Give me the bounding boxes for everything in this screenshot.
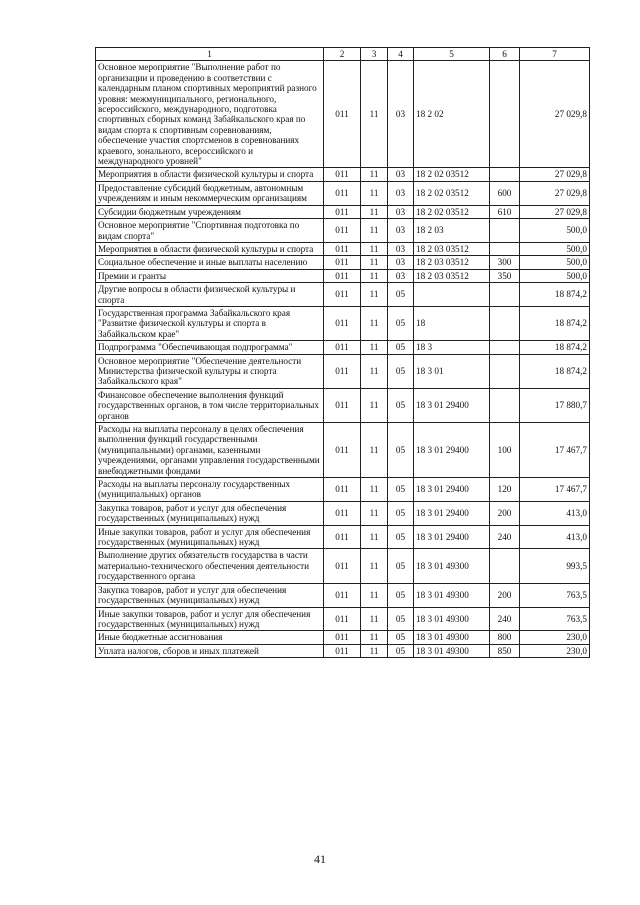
- header-cell: 7: [520, 48, 590, 61]
- amount-cell: 18 874,2: [520, 354, 590, 388]
- section-code-cell: 11: [361, 341, 388, 354]
- row-name-cell: Основное мероприятие "Спортивная подготовка по видам спорта": [96, 219, 324, 243]
- section-code-cell: 11: [361, 242, 388, 255]
- amount-cell: 993,5: [520, 549, 590, 583]
- expense-type-cell: 200: [490, 501, 520, 525]
- table-row: [96, 583, 590, 607]
- table-row: [96, 423, 590, 478]
- row-name-cell: Субсидии бюджетным учреждениям: [96, 205, 324, 218]
- budget-table: [95, 47, 590, 658]
- target-article-cell: 18 3 01 29400: [414, 478, 490, 502]
- row-name-cell: Закупка товаров, работ и услуг для обеспечения государственных (муниципальных) нужд: [96, 501, 324, 525]
- section-code-cell: 11: [361, 61, 388, 168]
- target-article-cell: 18 3 01 49300: [414, 607, 490, 631]
- table-row: [96, 306, 590, 340]
- expense-type-cell: [490, 306, 520, 340]
- table-row: [96, 607, 590, 631]
- amount-cell: 27 029,8: [520, 181, 590, 205]
- ministry-code-cell: 011: [324, 501, 361, 525]
- amount-cell: 413,0: [520, 501, 590, 525]
- target-article-cell: 18 2 03 03512: [414, 242, 490, 255]
- ministry-code-cell: 011: [324, 478, 361, 502]
- section-code-cell: 11: [361, 306, 388, 340]
- expense-type-cell: 350: [490, 269, 520, 282]
- row-name-cell: Другие вопросы в области физической культуры и спорта: [96, 283, 324, 307]
- row-name-cell: Основное мероприятие "Обеспечение деятельности Министерства физической культуры и спорта Забайкальского края": [96, 354, 324, 388]
- table-row: [96, 219, 590, 243]
- table-row: [96, 644, 590, 657]
- ministry-code-cell: 011: [324, 583, 361, 607]
- subsection-code-cell: 05: [388, 283, 414, 307]
- amount-cell: 27 029,8: [520, 168, 590, 181]
- subsection-code-cell: 05: [388, 631, 414, 644]
- ministry-code-cell: 011: [324, 644, 361, 657]
- row-name-cell: Мероприятия в области физической культуры и спорта: [96, 242, 324, 255]
- table-row: [96, 61, 590, 168]
- ministry-code-cell: 011: [324, 354, 361, 388]
- expense-type-cell: 610: [490, 205, 520, 218]
- amount-cell: 18 874,2: [520, 341, 590, 354]
- table-row: [96, 256, 590, 269]
- expense-type-cell: [490, 242, 520, 255]
- expense-type-cell: 240: [490, 607, 520, 631]
- subsection-code-cell: 05: [388, 388, 414, 422]
- ministry-code-cell: 011: [324, 388, 361, 422]
- target-article-cell: 18 3 01 29400: [414, 388, 490, 422]
- row-name-cell: Подпрограмма "Обеспечивающая подпрограмма": [96, 341, 324, 354]
- amount-cell: 500,0: [520, 242, 590, 255]
- subsection-code-cell: 05: [388, 583, 414, 607]
- expense-type-cell: [490, 388, 520, 422]
- ministry-code-cell: 011: [324, 181, 361, 205]
- subsection-code-cell: 03: [388, 61, 414, 168]
- table-row: [96, 205, 590, 218]
- ministry-code-cell: 011: [324, 242, 361, 255]
- target-article-cell: 18 3 01 49300: [414, 644, 490, 657]
- table-row: [96, 388, 590, 422]
- row-name-cell: Социальное обеспечение и иные выплаты населению: [96, 256, 324, 269]
- subsection-code-cell: 03: [388, 205, 414, 218]
- section-code-cell: 11: [361, 423, 388, 478]
- table-row: [96, 283, 590, 307]
- amount-cell: 27 029,8: [520, 61, 590, 168]
- table-row: [96, 501, 590, 525]
- target-article-cell: 18 2 03 03512: [414, 269, 490, 282]
- subsection-code-cell: 05: [388, 549, 414, 583]
- row-name-cell: Иные бюджетные ассигнования: [96, 631, 324, 644]
- row-name-cell: Мероприятия в области физической культуры и спорта: [96, 168, 324, 181]
- table-row: [96, 181, 590, 205]
- subsection-code-cell: 05: [388, 423, 414, 478]
- subsection-code-cell: 03: [388, 269, 414, 282]
- expense-type-cell: 100: [490, 423, 520, 478]
- expense-type-cell: [490, 354, 520, 388]
- amount-cell: 230,0: [520, 644, 590, 657]
- amount-cell: 18 874,2: [520, 283, 590, 307]
- expense-type-cell: 600: [490, 181, 520, 205]
- expense-type-cell: 300: [490, 256, 520, 269]
- target-article-cell: 18 2 03 03512: [414, 256, 490, 269]
- amount-cell: 230,0: [520, 631, 590, 644]
- amount-cell: 763,5: [520, 607, 590, 631]
- ministry-code-cell: 011: [324, 631, 361, 644]
- ministry-code-cell: 011: [324, 549, 361, 583]
- subsection-code-cell: 05: [388, 607, 414, 631]
- subsection-code-cell: 03: [388, 168, 414, 181]
- row-name-cell: Предоставление субсидий бюджетным, автономным учреждениям и иным некоммерческим организациям: [96, 181, 324, 205]
- section-code-cell: 11: [361, 168, 388, 181]
- row-name-cell: Закупка товаров, работ и услуг для обеспечения государственных (муниципальных) нужд: [96, 583, 324, 607]
- ministry-code-cell: 011: [324, 283, 361, 307]
- table-row: [96, 631, 590, 644]
- target-article-cell: [414, 283, 490, 307]
- table-body: [96, 61, 590, 658]
- subsection-code-cell: 05: [388, 644, 414, 657]
- section-code-cell: 11: [361, 549, 388, 583]
- target-article-cell: 18 3 01 29400: [414, 501, 490, 525]
- subsection-code-cell: 05: [388, 525, 414, 549]
- ministry-code-cell: 011: [324, 61, 361, 168]
- amount-cell: 500,0: [520, 219, 590, 243]
- ministry-code-cell: 011: [324, 269, 361, 282]
- expense-type-cell: 850: [490, 644, 520, 657]
- section-code-cell: 11: [361, 269, 388, 282]
- ministry-code-cell: 011: [324, 205, 361, 218]
- target-article-cell: 18 2 02 03512: [414, 168, 490, 181]
- row-name-cell: Государственная программа Забайкальского края "Развитие физической культуры и спорта в Забайкальском крае": [96, 306, 324, 340]
- row-name-cell: Выполнение других обязательств государства в части материально-технического обеспечения деятельности государственного органа: [96, 549, 324, 583]
- table-row: [96, 478, 590, 502]
- section-code-cell: 11: [361, 631, 388, 644]
- row-name-cell: Основное мероприятие "Выполнение работ по организации и проведению в соответствии с календарным планом спортивных мероприятий разного уровня: межмуниципального, регионального, всероссийского, международного, подготовка спортивных сборных команд Забайкальского края по видам спорта к спортивным соревнованиям, обеспечение участия спортсменов в соревнованиях краевого, зонального, всероссийского и международного уровней": [96, 61, 324, 168]
- amount-cell: 413,0: [520, 525, 590, 549]
- amount-cell: 500,0: [520, 256, 590, 269]
- section-code-cell: 11: [361, 525, 388, 549]
- table-row: [96, 242, 590, 255]
- header-cell: 6: [490, 48, 520, 61]
- subsection-code-cell: 05: [388, 341, 414, 354]
- table-row: [96, 354, 590, 388]
- ministry-code-cell: 011: [324, 341, 361, 354]
- row-name-cell: Расходы на выплаты персоналу в целях обеспечения выполнения функций государственными (муниципальными) органами, казенными учреждениями, органами управления государственными внебюджетными фондами: [96, 423, 324, 478]
- subsection-code-cell: 03: [388, 181, 414, 205]
- section-code-cell: 11: [361, 354, 388, 388]
- header-cell: 2: [324, 48, 361, 61]
- header-cell: 1: [96, 48, 324, 61]
- target-article-cell: 18 3: [414, 341, 490, 354]
- ministry-code-cell: 011: [324, 256, 361, 269]
- section-code-cell: 11: [361, 501, 388, 525]
- ministry-code-cell: 011: [324, 607, 361, 631]
- section-code-cell: 11: [361, 256, 388, 269]
- ministry-code-cell: 011: [324, 219, 361, 243]
- amount-cell: 500,0: [520, 269, 590, 282]
- expense-type-cell: [490, 219, 520, 243]
- amount-cell: 18 874,2: [520, 306, 590, 340]
- table-row: [96, 168, 590, 181]
- target-article-cell: 18 2 02 03512: [414, 205, 490, 218]
- table-row: [96, 269, 590, 282]
- expense-type-cell: 240: [490, 525, 520, 549]
- row-name-cell: Иные закупки товаров, работ и услуг для обеспечения государственных (муниципальных) нужд: [96, 525, 324, 549]
- ministry-code-cell: 011: [324, 423, 361, 478]
- section-code-cell: 11: [361, 583, 388, 607]
- expense-type-cell: [490, 168, 520, 181]
- row-name-cell: Расходы на выплаты персоналу государственных (муниципальных) органов: [96, 478, 324, 502]
- subsection-code-cell: 03: [388, 219, 414, 243]
- subsection-code-cell: 05: [388, 478, 414, 502]
- table-row: [96, 549, 590, 583]
- amount-cell: 17 880,7: [520, 388, 590, 422]
- section-code-cell: 11: [361, 283, 388, 307]
- target-article-cell: 18 2 03: [414, 219, 490, 243]
- subsection-code-cell: 03: [388, 256, 414, 269]
- section-code-cell: 11: [361, 607, 388, 631]
- header-cell: 4: [388, 48, 414, 61]
- target-article-cell: 18 3 01 29400: [414, 423, 490, 478]
- expense-type-cell: [490, 549, 520, 583]
- expense-type-cell: 800: [490, 631, 520, 644]
- subsection-code-cell: 03: [388, 242, 414, 255]
- section-code-cell: 11: [361, 644, 388, 657]
- target-article-cell: 18 3 01: [414, 354, 490, 388]
- target-article-cell: 18 3 01 49300: [414, 583, 490, 607]
- table-row: [96, 525, 590, 549]
- row-name-cell: Премии и гранты: [96, 269, 324, 282]
- subsection-code-cell: 05: [388, 306, 414, 340]
- target-article-cell: 18 3 01 29400: [414, 525, 490, 549]
- amount-cell: 27 029,8: [520, 205, 590, 218]
- subsection-code-cell: 05: [388, 354, 414, 388]
- section-code-cell: 11: [361, 205, 388, 218]
- ministry-code-cell: 011: [324, 525, 361, 549]
- target-article-cell: 18 3 01 49300: [414, 631, 490, 644]
- amount-cell: 17 467,7: [520, 423, 590, 478]
- subsection-code-cell: 05: [388, 501, 414, 525]
- expense-type-cell: [490, 283, 520, 307]
- amount-cell: 763,5: [520, 583, 590, 607]
- section-code-cell: 11: [361, 388, 388, 422]
- section-code-cell: 11: [361, 219, 388, 243]
- header-cell: 5: [414, 48, 490, 61]
- page-number: 41: [314, 852, 326, 866]
- expense-type-cell: [490, 341, 520, 354]
- ministry-code-cell: 011: [324, 306, 361, 340]
- expense-type-cell: 200: [490, 583, 520, 607]
- target-article-cell: 18 2 02 03512: [414, 181, 490, 205]
- target-article-cell: 18 3 01 49300: [414, 549, 490, 583]
- target-article-cell: 18: [414, 306, 490, 340]
- amount-cell: 17 467,7: [520, 478, 590, 502]
- expense-type-cell: 120: [490, 478, 520, 502]
- ministry-code-cell: 011: [324, 168, 361, 181]
- target-article-cell: 18 2 02: [414, 61, 490, 168]
- row-name-cell: Иные закупки товаров, работ и услуг для обеспечения государственных (муниципальных) нужд: [96, 607, 324, 631]
- header-cell: 3: [361, 48, 388, 61]
- section-code-cell: 11: [361, 181, 388, 205]
- section-code-cell: 11: [361, 478, 388, 502]
- table-row: [96, 341, 590, 354]
- expense-type-cell: [490, 61, 520, 168]
- row-name-cell: Финансовое обеспечение выполнения функций государственных органов, в том числе территориальных органов: [96, 388, 324, 422]
- row-name-cell: Уплата налогов, сборов и иных платежей: [96, 644, 324, 657]
- table-header-row: [96, 48, 590, 61]
